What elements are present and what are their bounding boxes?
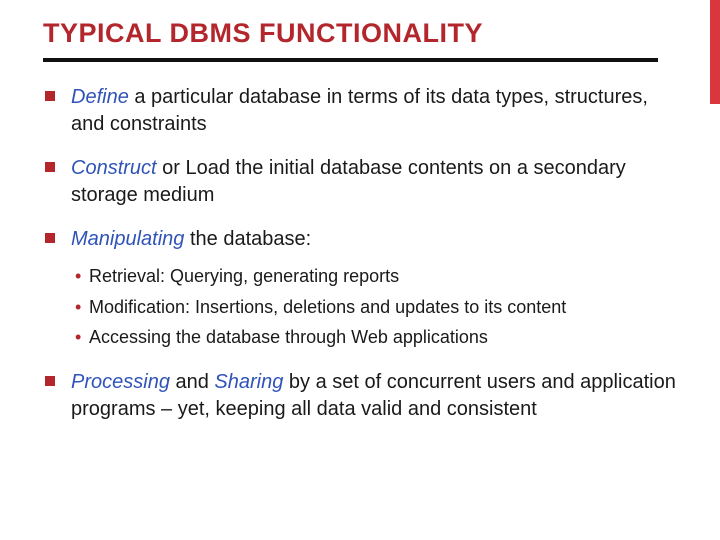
bullet-processing	[43, 369, 683, 423]
sub-bullet-text: Retrieval: Querying, generating reports	[89, 266, 400, 286]
bullet-list	[43, 84, 683, 423]
sub-bullet-text: Modification: Insertions, deletions and updates to its content	[89, 296, 567, 317]
bullet-emphasis: Manipulating	[71, 228, 185, 250]
square-bullet-icon	[45, 162, 55, 172]
sub-bullet-retrieval	[75, 261, 683, 292]
dot-bullet-icon: •	[75, 327, 82, 347]
bullet-connector: and	[169, 370, 215, 393]
sub-bullet-text: Accessing the database through Web applications	[89, 327, 488, 347]
bullet-emphasis: Define	[71, 86, 129, 108]
bullet-text: the database:	[184, 228, 312, 250]
dot-bullet-icon: •	[75, 266, 82, 286]
bullet-emphasis: Construct	[71, 157, 157, 179]
bullet-text: by a set of concurrent users and application programs – yet, keeping all data valid and consistent	[71, 370, 676, 420]
bullet-emphasis: Processing	[71, 370, 170, 393]
square-bullet-icon	[45, 376, 55, 386]
square-bullet-icon	[45, 233, 55, 243]
sub-bullet-list	[43, 261, 683, 353]
sub-bullet-modification	[75, 292, 683, 323]
dot-bullet-icon: •	[75, 296, 82, 317]
bullet-define	[43, 84, 683, 138]
sub-bullet-accessing	[75, 322, 683, 353]
square-bullet-icon	[45, 91, 55, 101]
slide-title: TYPICAL DBMS FUNCTIONALITY	[43, 18, 483, 48]
bullet-text: or Load the initial database contents on a secondary storage medium	[71, 157, 626, 206]
bullet-manipulating	[43, 226, 683, 253]
accent-bar	[710, 0, 720, 104]
bullet-construct	[43, 155, 683, 209]
bullet-emphasis-2: Sharing	[214, 370, 284, 393]
bullet-text: a particular database in terms of its data types, structures, and constraints	[71, 86, 648, 135]
title-underline	[43, 58, 658, 62]
